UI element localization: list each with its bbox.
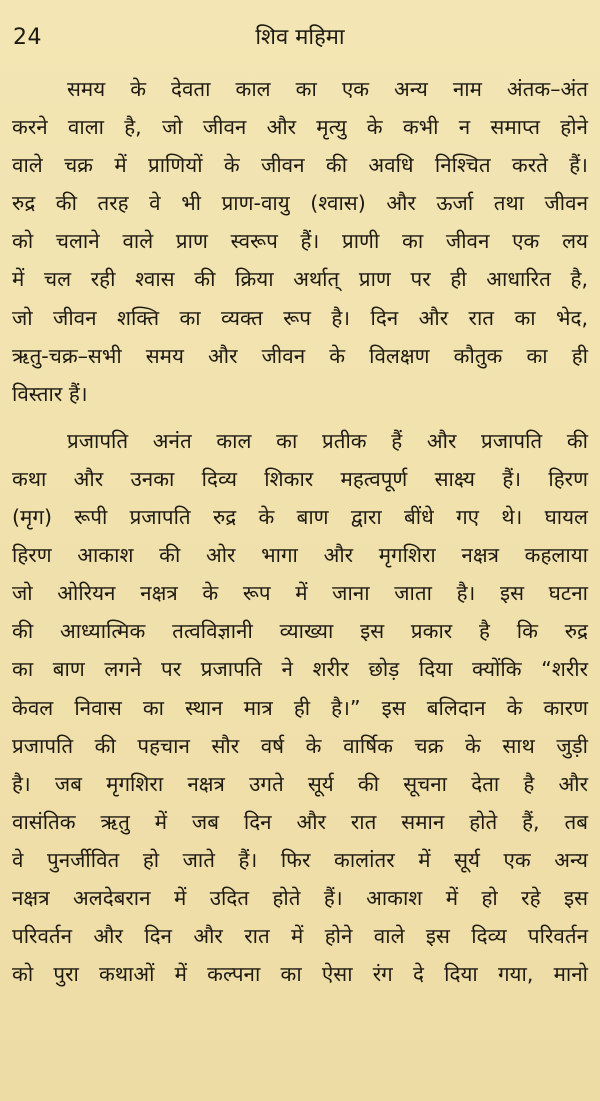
text-line: है। जब मृगशिरा नक्षत्र उगते सूर्य की सूचना देता है और bbox=[12, 771, 588, 796]
text-line: परिवर्तन और दिन और रात में होने वाले इस दिव्य परिवर्तन bbox=[12, 924, 588, 949]
paragraph-gap bbox=[12, 413, 588, 422]
text-line: जो जीवन शक्ति का व्यक्त रूप है। दिन और रात का भेद, bbox=[12, 305, 588, 330]
page-number: 24 bbox=[13, 25, 42, 50]
text-line: (मृग) रूपी प्रजापति रुद्र के बाण द्वारा बींधे गए थे। घायल bbox=[12, 505, 588, 530]
text-line: की आध्यात्मिक तत्वविज्ञानी व्याख्या इस प्रकार है कि रुद्र bbox=[12, 619, 588, 644]
text-line: ऋतु-चक्र–सभी समय और जीवन के विलक्षण कौतुक का ही bbox=[12, 343, 588, 368]
text-line: करने वाला है, जो जीवन और मृत्यु के कभी न समाप्त होने bbox=[12, 115, 588, 140]
text-line: रुद्र की तरह वे भी प्राण-वायु (श्वास) और ऊर्जा तथा जीवन bbox=[12, 191, 588, 216]
text-line: विस्तार हैं। bbox=[12, 381, 88, 406]
text-line: प्रजापति अनंत काल का प्रतीक हैं और प्रजापति की bbox=[67, 428, 588, 453]
text-line: हिरण आकाश की ओर भागा और मृगशिरा नक्षत्र कहलाया bbox=[12, 543, 588, 568]
text-line: केवल निवास का स्थान मात्र ही है।” इस बलिदान के कारण bbox=[12, 695, 588, 720]
text-line: जो ओरियन नक्षत्र के रूप में जाना जाता है। इस घटना bbox=[12, 581, 588, 606]
paragraph-2 bbox=[12, 422, 588, 993]
text-line: वासंतिक ऋतु में जब दिन और रात समान होते हैं, तब bbox=[12, 809, 588, 834]
text-line: का बाण लगने पर प्रजापति ने शरीर छोड़ दिया क्योंकि “शरीर bbox=[12, 657, 588, 682]
paragraph-1 bbox=[12, 70, 588, 413]
text-line: को पुरा कथाओं में कल्पना का ऐसा रंग दे दिया गया, मानो bbox=[12, 962, 588, 987]
text-line: कथा और उनका दिव्य शिकार महत्वपूर्ण साक्ष्य हैं। हिरण bbox=[12, 466, 588, 491]
text-line: में चल रही श्वास की क्रिया अर्थात् प्राण पर ही आधारित है, bbox=[12, 267, 588, 292]
text-line: प्रजापति की पहचान सौर वर्ष के वार्षिक चक्र के साथ जुड़ी bbox=[12, 733, 588, 758]
text-line: वे पुनर्जीवित हो जाते हैं। फिर कालांतर में सूर्य एक अन्य bbox=[12, 847, 588, 872]
text-line: वाले चक्र में प्राणियों के जीवन की अवधि निश्चित करते हैं। bbox=[12, 153, 588, 178]
running-title: शिव महिमा bbox=[255, 25, 345, 50]
page-body bbox=[12, 70, 588, 993]
text-line: समय के देवता काल का एक अन्य नाम अंतक–अंत bbox=[67, 77, 588, 101]
page-header bbox=[0, 23, 600, 57]
text-line: को चलाने वाले प्राण स्वरूप हैं। प्राणी का जीवन एक लय bbox=[12, 229, 588, 254]
text-line: नक्षत्र अलदेबरान में उदित होते हैं। आकाश में हो रहे इस bbox=[12, 885, 588, 910]
